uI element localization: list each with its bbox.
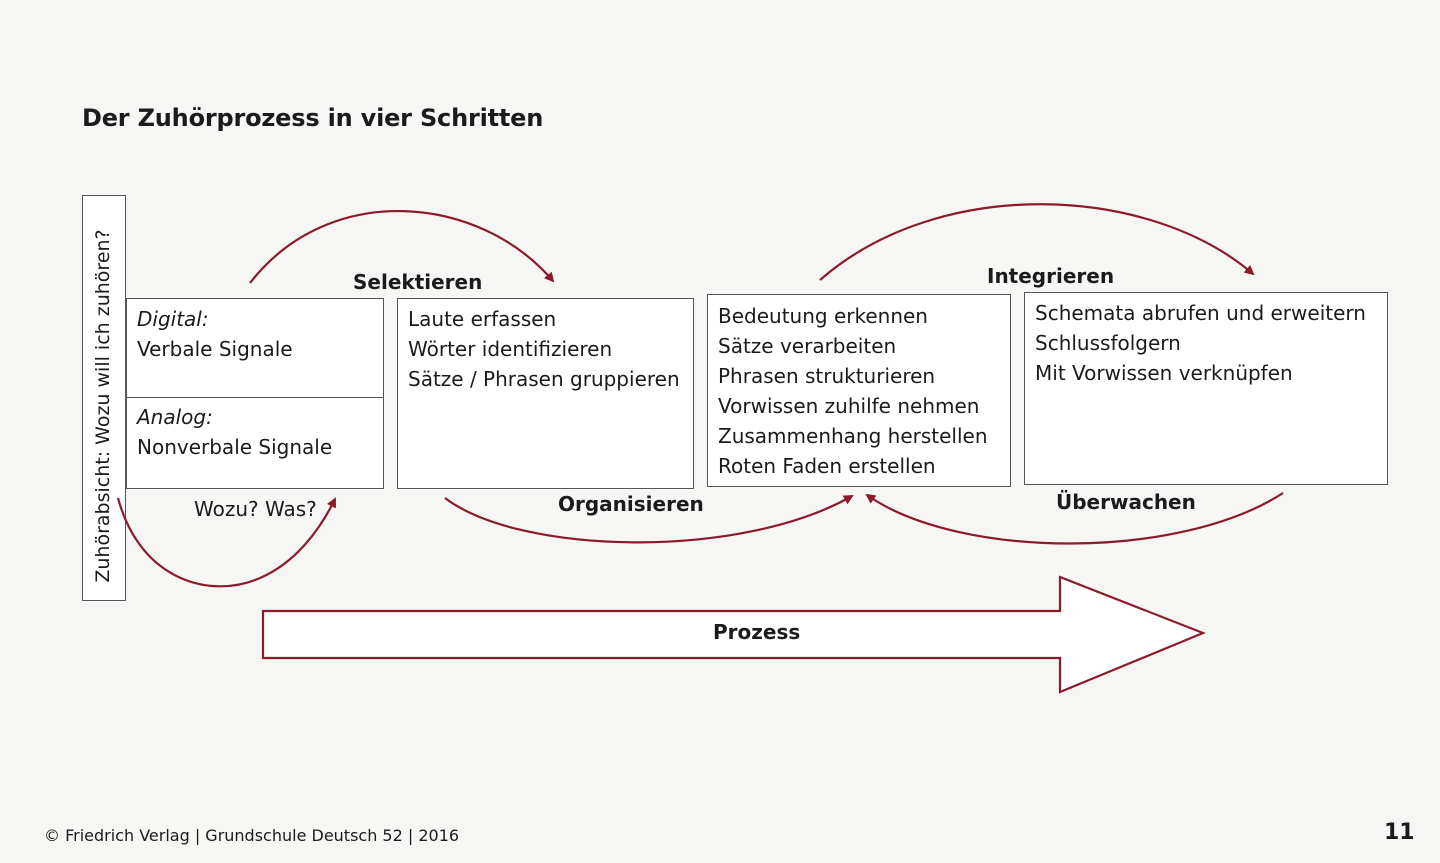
- analog-heading: Analog:: [137, 405, 213, 429]
- digital-text: Verbale Signale: [137, 337, 293, 361]
- ueberwachen-label: Überwachen: [1056, 490, 1196, 514]
- organisieren-item: Roten Faden erstellen: [718, 454, 936, 478]
- prozess-label: Prozess: [713, 620, 801, 644]
- selektieren-label: Selektieren: [353, 270, 483, 294]
- selektieren-item: Sätze / Phrasen gruppieren: [408, 367, 680, 391]
- integrieren-item: Mit Vorwissen verknüpfen: [1035, 361, 1293, 385]
- selektieren-item: Laute erfassen: [408, 307, 557, 331]
- integrieren-item: Schlussfolgern: [1035, 331, 1181, 355]
- organisieren-item: Vorwissen zuhilfe nehmen: [718, 394, 980, 418]
- wozu-was-label: Wozu? Was?: [194, 497, 317, 521]
- integrieren-item: Schemata abrufen und erweitern: [1035, 301, 1366, 325]
- diagram-title: Der Zuhörprozess in vier Schritten: [82, 104, 544, 132]
- digital-heading: Digital:: [137, 307, 209, 331]
- organisieren-item: Zusammenhang herstellen: [718, 424, 988, 448]
- organisieren-item: Phrasen strukturieren: [718, 364, 936, 388]
- listening-intention-label: Zuhörabsicht: Wozu will ich zuhören?: [92, 229, 114, 583]
- footer-copyright: © Friedrich Verlag | Grundschule Deutsch 52 | 2016: [44, 826, 460, 845]
- organisieren-item: Sätze verarbeiten: [718, 334, 897, 358]
- integrieren-label: Integrieren: [987, 264, 1115, 288]
- analog-text: Nonverbale Signale: [137, 435, 333, 459]
- organisieren-item: Bedeutung erkennen: [718, 304, 928, 328]
- page-number: 11: [1384, 820, 1415, 845]
- organisieren-label: Organisieren: [558, 492, 704, 516]
- selektieren-item: Wörter identifizieren: [408, 337, 613, 361]
